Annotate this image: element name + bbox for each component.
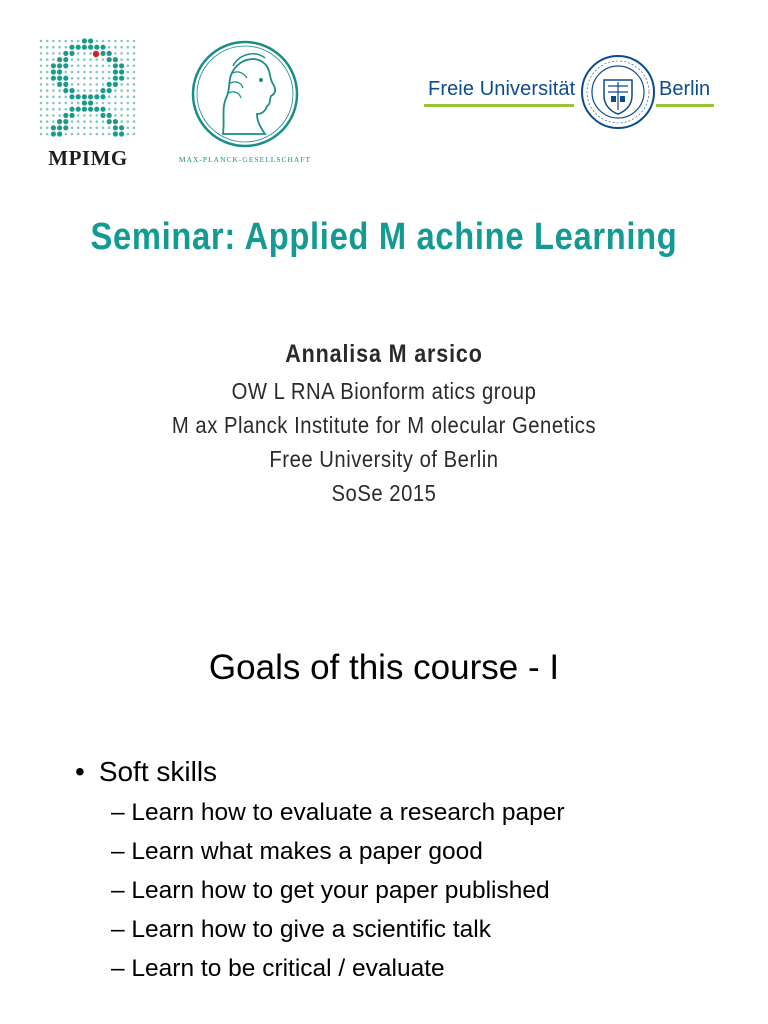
- mpimg-logo: [38, 38, 138, 168]
- bullet-text: Soft skills: [98, 756, 218, 787]
- affiliation-group: OW L RNA Bionform atics group: [231, 378, 537, 404]
- fu-seal-icon: [580, 52, 656, 132]
- sub-bullet-item: – Learn how to get your paper published: [111, 877, 550, 904]
- minerva-emblem-icon: [165, 38, 325, 156]
- semester: SoSe 2015: [331, 480, 437, 506]
- mpimg-logo-text: MPIMG: [48, 146, 128, 170]
- fu-berlin-logo: [424, 52, 714, 132]
- dna-helix-icon: [38, 38, 138, 138]
- fu-logo-left-text: Freie Universität: [428, 78, 576, 100]
- goals-title: Goals of this course - I: [208, 648, 560, 687]
- affiliation-university: Free University of Berlin: [269, 446, 499, 472]
- fu-logo-underline-right: [656, 104, 714, 107]
- author-name: Annalisa M arsico: [285, 340, 483, 368]
- bullet-marker: •: [75, 756, 85, 787]
- max-planck-logo: [165, 38, 325, 168]
- sub-bullet-item: – Learn to be critical / evaluate: [111, 955, 445, 982]
- affiliation-institute: M ax Planck Institute for M olecular Genetics: [171, 412, 597, 438]
- fu-logo-right-text: Berlin: [659, 78, 711, 100]
- sub-bullet-item: – Learn what makes a paper good: [111, 838, 483, 865]
- seminar-title: Seminar: Applied M achine Learning: [90, 216, 678, 258]
- bullet-soft-skills: [75, 756, 217, 788]
- max-planck-caption: MAX-PLANCK-GESELLSCHAFT: [178, 155, 312, 164]
- sub-bullet-item: – Learn how to evaluate a research paper: [111, 799, 565, 826]
- fu-logo-underline-left: [424, 104, 574, 107]
- sub-bullet-item: – Learn how to give a scientific talk: [111, 916, 491, 943]
